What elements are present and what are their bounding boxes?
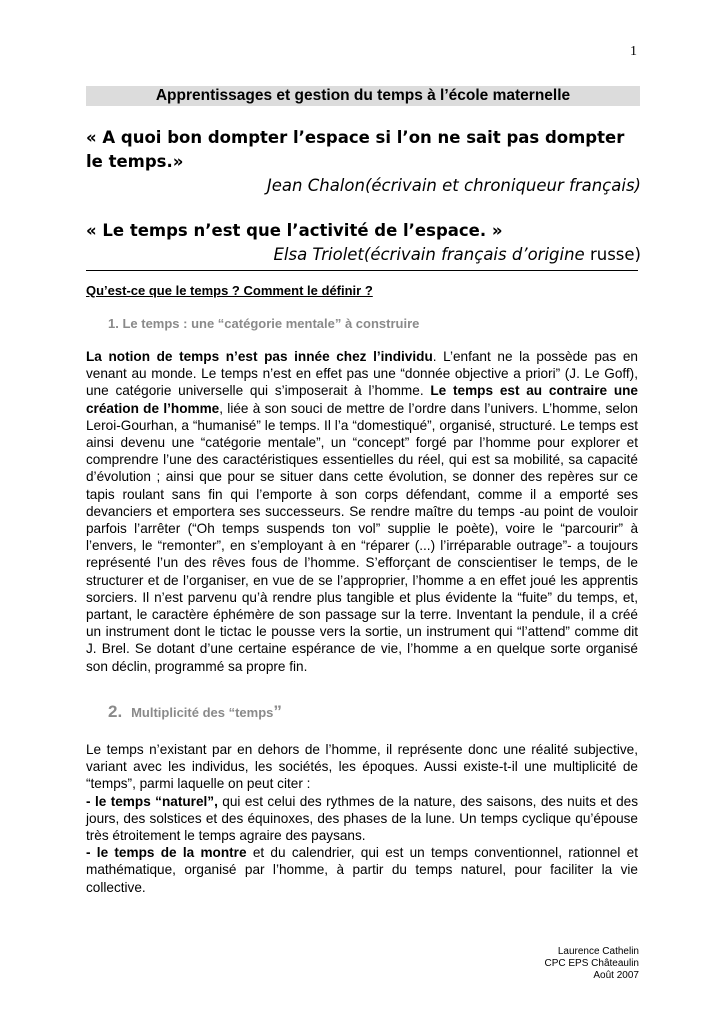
subheading-2-number: 2. — [108, 702, 123, 721]
section-heading: Qu’est-ce que le temps ? Comment le définir ? — [86, 283, 373, 298]
subheading-2-text: Multiplicité des “temps — [131, 705, 274, 720]
footer-role: CPC EPS Châteaulin — [544, 958, 639, 969]
subheading-1: 1. Le temps : une “catégorie mentale” à construire — [108, 316, 420, 331]
footer — [545, 946, 640, 982]
para-2-item-2-bold: - le temps de la montre — [86, 845, 247, 861]
para-2-intro: Le temps n’existant par en dehors de l’homme, il représente donc une réalité subjective, variant avec les individus, les sociétés, les époques. Aussi existe-t-il une multiplicité de “temps”, parmi laquelle on peut citer : — [86, 742, 638, 792]
quote-1: « A quoi bon dompter l’espace si l’on ne sait pas dompter le temps.» — [86, 128, 625, 171]
footer-author: Laurence Cathelin — [557, 946, 639, 957]
quote-2-author — [273, 244, 641, 266]
para-1-bold-1: La notion de temps n’est pas innée chez l’individu — [86, 349, 433, 364]
quote-2: « Le temps n’est que l’activité de l’espace. » — [86, 221, 503, 240]
document-title: Apprentissages et gestion du temps à l’école maternelle — [86, 86, 640, 106]
para-1-bold-2: Le temps est au contraire une création de l’homme — [86, 383, 638, 416]
page-number: 1 — [630, 44, 637, 59]
para-2-item-1-bold: - le temps “naturel”, — [86, 793, 218, 809]
footer-date: Août 2007 — [593, 970, 639, 981]
quote-2-author-italic: Elsa Triolet(écrivain français d’origine — [273, 245, 585, 264]
para-1-text-2: , liée à son souci de mettre de l’ordre dans l’univers. L’homme, selon Leroi-Gourhan, a “humanisé” le temps. Il l’a “domestiqué”, organisé, structuré. Le temps est ainsi devenu une “catégorie mentale”, un “concept” forgé par l’homme pour explorer et comprendre l’une des caractéristiques essentielles du réel, qui est sa mobilité, sa capacité d’évolution ; ainsi que pour se situer dans cette évolution, se donner des repères sur ce tapis roulant sans fin qui l’emporte à son corps défendant, comme il a emporté ses devanciers et emportera ses successeurs. Se rendre maître du temps -au point de vouloir parfois l’arrêter (“Oh temps suspends ton vol” supplie le poète), voire le “parcourir” à l’envers, le “remonter”, en s’employant à en “réparer (...) l’irréparable outrage”- a toujours représenté l’un des rêves fous de l’homme. S’efforçant de conscientiser le temps, de le structurer et de l’organiser, en vue de se l’approprier, l’homme a en effet joué les apprentis sorciers. Il n’est parvenu qu’à rendre plus tangible et plus évidente la “fuite” du temps, et, partant, le caractère éphémère de son passage sur la terre. Inventant la pendule, il a créé un instrument dont le tictac le pousse vers la sortie, un instrument qui “l’attend” comme dit J. Brel. Se dotant d’une certaine espérance de vie, l’homme a en quelque sorte organisé son déclin, programmé sa propre fin. — [86, 400, 638, 674]
divider — [86, 270, 638, 271]
quote-1-author: Jean Chalon(écrivain et chroniqueur français) — [266, 176, 641, 195]
quote-2-author-rest: russe) — [584, 245, 641, 264]
subheading-2 — [108, 702, 282, 722]
subheading-2-quote: ” — [273, 702, 282, 721]
paragraph-2 — [86, 741, 638, 896]
para-1-text-1: . L’enfant ne la possède pas en venant au monde. Le temps n’est en effet pas une “donnée objective a priori” (J. Le Goff), une catégorie universelle qui s’imposerait à l’homme. — [86, 349, 638, 399]
paragraph-1 — [86, 348, 638, 675]
para-2-item-1-text: qui est celui des rythmes de la nature, des saisons, des nuits et des jours, des solstices et des équinoxes, des phases de la lune. Un temps cyclique qu’épouse très étroitement le temps agraire des paysans. — [86, 793, 638, 844]
para-2-item-2-text: et du calendrier, qui est un temps conventionnel, rationnel et mathématique, organisé par l’homme, à partir du temps naturel, pour faciliter la vie collective. — [86, 845, 639, 895]
